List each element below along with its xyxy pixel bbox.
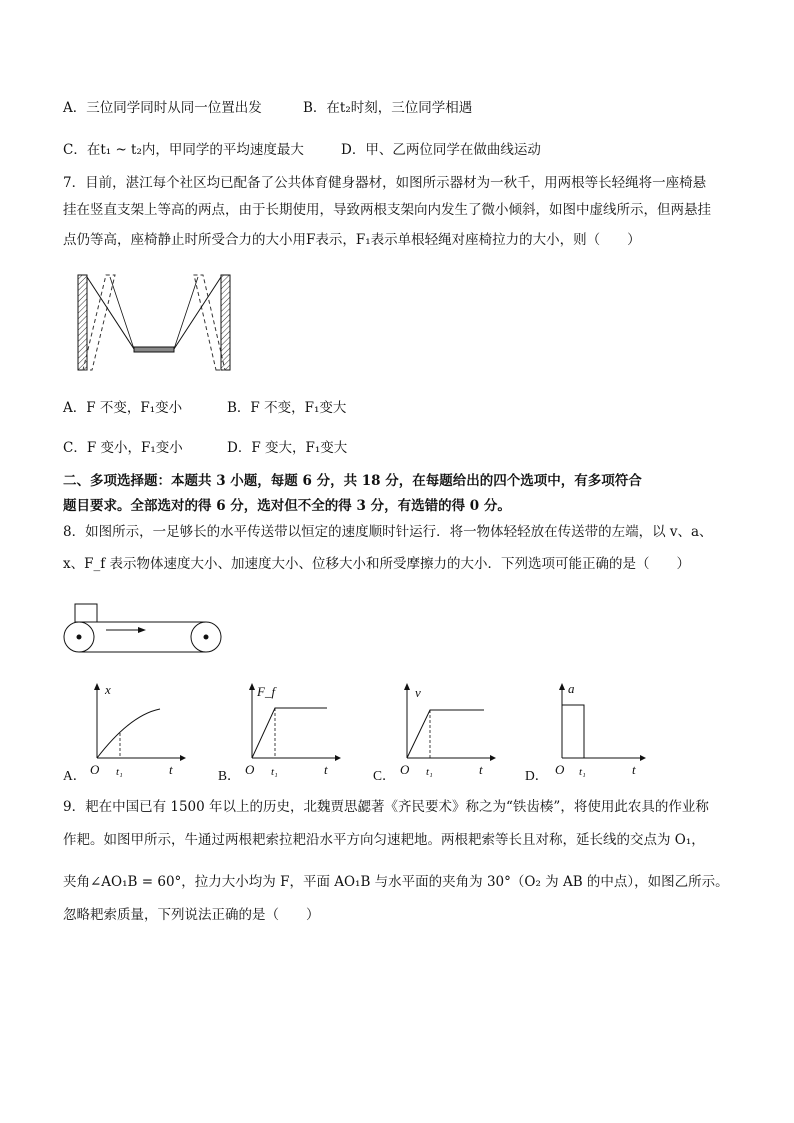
graph-c: [370, 680, 500, 785]
q9-line-3: 夹角∠AO₁B = 60°，拉力大小均为 F，平面 AO₁B 与水平面的夹角为 30°（O₂ 为 AB 的中点），如图乙所示。: [63, 874, 729, 890]
swing-figure: [70, 270, 240, 375]
q7-option-c: C．F 变小，F₁变小: [63, 440, 183, 456]
graph-b-line: [252, 708, 327, 758]
q6-option-c: C．在t₁ ~ t₂内，甲同学的平均速度最大: [63, 142, 304, 158]
graph-b-tick: t₁: [271, 766, 278, 778]
graph-d-xlabel: t: [632, 762, 636, 777]
q7-option-d: D．F 变大，F₁变大: [227, 440, 348, 456]
block: [75, 604, 97, 622]
left-tilted-post: [83, 275, 115, 370]
graph-c-origin: O: [400, 762, 410, 777]
right-post: [221, 275, 230, 370]
graph-c-xlabel: t: [479, 762, 483, 777]
q7-option-b: B．F 不变，F₁变大: [227, 400, 347, 416]
right-rope-dashed: [174, 277, 198, 349]
graph-b-xlabel: t: [324, 762, 328, 777]
q7-option-a: A．F 不变，F₁变小: [63, 400, 183, 416]
graph-a-origin: O: [90, 762, 100, 777]
graph-d-line: [562, 705, 584, 758]
graph-d-origin: O: [555, 762, 565, 777]
graph-d: [522, 680, 652, 785]
q8-line-1: 8．如图所示，一足够长的水平传送带以恒定的速度顺时针运行．将一物体轻轻放在传送带的左端，以 v、a、: [63, 524, 713, 540]
graph-a-xlabel: t: [169, 762, 173, 777]
section-2-line-2: 题目要求。全部选对的得 6 分，选对但不全的得 3 分，有选错的得 0 分。: [63, 498, 511, 514]
graph-a-ylabel: x: [105, 682, 111, 697]
conveyor-figure: [62, 602, 227, 662]
q7-line-1: 7．目前，湛江每个社区均已配备了公共体育健身器材，如图所示器材为一秋千，用两根等长轻绳将一座椅悬: [63, 175, 707, 191]
graph-b-option: B．: [218, 768, 241, 783]
q8-line-2: x、F_f 表示物体速度大小、加速度大小、位移大小和所受摩擦力的大小．下列选项可能正确的是（ ）: [63, 556, 691, 572]
q7-line-3: 点仍等高，座椅静止时所受合力的大小用F表示，F₁表示单根轻绳对座椅拉力的大小，则（ ）: [63, 232, 641, 248]
graph-d-option: D．: [525, 768, 549, 783]
graph-d-ylabel: a: [568, 681, 575, 696]
graph-b-origin: O: [245, 762, 255, 777]
graph-a-option: A．: [63, 768, 87, 783]
q7-line-2: 挂在竖直支架上等高的两点，由于长期使用，导致两根支架向内发生了微小倾斜，如图中虚线所示，但两悬挂: [63, 202, 711, 218]
seat: [134, 347, 174, 352]
left-rope: [87, 277, 134, 349]
graph-d-tick: t₁: [579, 766, 586, 778]
right-tilted-post: [194, 275, 225, 370]
graph-b: [215, 680, 345, 785]
graph-c-tick: t₁: [426, 766, 433, 778]
left-rope-dashed: [110, 277, 134, 349]
q6-option-b: B．在t₂时刻，三位同学相遇: [303, 100, 473, 116]
graph-a: [60, 680, 190, 785]
left-post: [78, 275, 87, 370]
q9-line-1: 9．耙在中国已有 1500 年以上的历史，北魏贾思勰著《齐民要术》称之为“铁齿楱”，将使用此农具的作业称: [63, 799, 709, 815]
graph-a-curve: [97, 709, 160, 758]
graph-c-line: [407, 710, 484, 758]
graph-b-ylabel: F_f: [257, 684, 276, 699]
q9-line-4: 忽略耙索质量，下列说法正确的是（ ）: [63, 907, 320, 923]
graph-a-tick: t₁: [116, 766, 123, 778]
q6-option-a: A．三位同学同时从同一位置出发: [63, 100, 262, 116]
q9-line-2: 作耙。如图甲所示，牛通过两根耙索拉耙沿水平方向匀速耙地。两根耙索等长且对称，延长线的交点为 O₁，: [63, 832, 705, 848]
right-rope: [174, 277, 221, 349]
graph-c-option: C．: [373, 768, 396, 783]
q6-option-d: D．甲、乙两位同学在做曲线运动: [341, 142, 541, 158]
graph-c-ylabel: v: [415, 685, 421, 700]
section-2-line-1: 二、多项选择题：本题共 3 小题，每题 6 分，共 18 分，在每题给出的四个选项中，有多项符合: [63, 473, 642, 489]
